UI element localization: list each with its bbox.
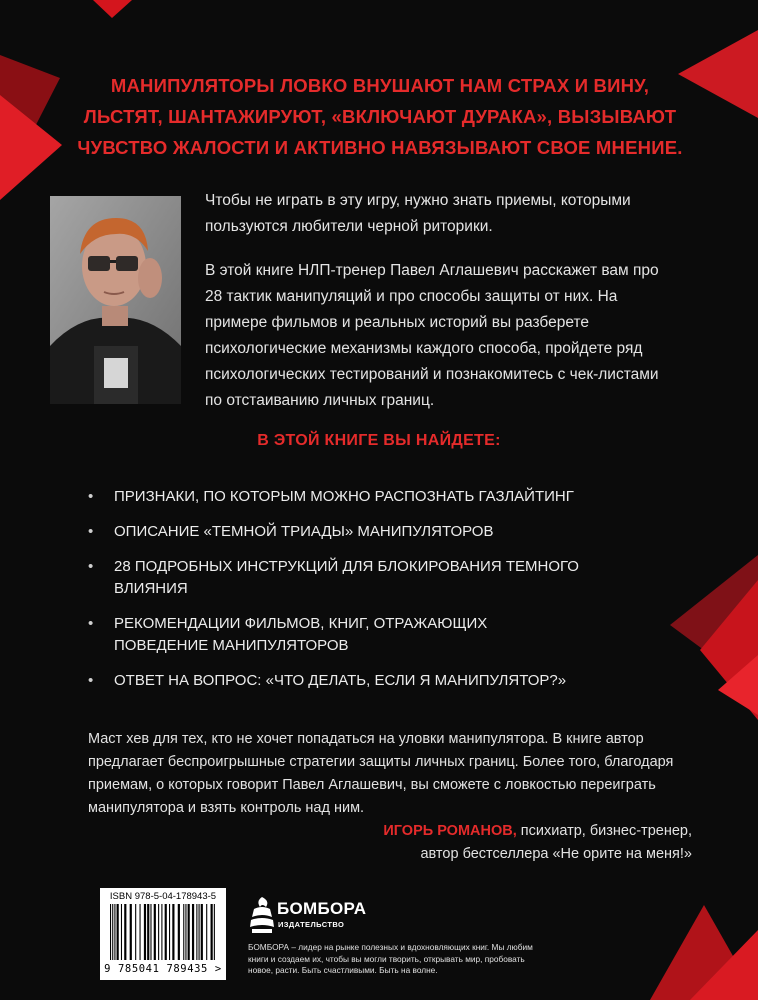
barcode-bar	[185, 904, 186, 960]
barcode	[100, 888, 226, 980]
barcode-bar	[144, 904, 146, 960]
features-title: В ЭТОЙ КНИГЕ ВЫ НАЙДЕТЕ:	[257, 432, 501, 449]
barcode-bar	[117, 904, 119, 960]
barcode-bar	[140, 904, 141, 960]
barcode-bar	[206, 904, 207, 960]
barcode-bar	[158, 904, 159, 960]
intro-paragraph-2: В этой книге НЛП-тренер Павел Аглашевич расскажет вам про 28 тактик манипуляций и про способы защиты от них. На примере фильмов и реальных историй вы разберете психологические механизмы каждого способа, пройдете ряд психологических тестирований и познакомитесь с чек-листами по отстаиванию личных границ.	[205, 262, 659, 409]
barcode-bar	[114, 904, 115, 960]
bullet-icon: •	[88, 488, 94, 505]
publisher-logo	[248, 893, 388, 937]
barcode-bar	[135, 904, 136, 960]
barcode-bar	[124, 904, 126, 960]
bullet-icon: •	[88, 523, 94, 540]
review-quote: Маст хев для тех, кто не хочет попадаться на уловки манипулятора. В книге автор предлагает беспроигрышные стратегии защиты личных границ. Более того, благодаря приемам, о которых говорит Павел Аглашевич, вы сможете с ловкостью переиграть манипулятора и взять контроль над ним.	[88, 731, 674, 816]
feature-text: ОТВЕТ НА ВОПРОС: «ЧТО ДЕЛАТЬ, ЕСЛИ Я МАНИПУЛЯТОР?»	[114, 672, 567, 689]
publisher-name: БОМБОРА	[277, 899, 367, 918]
reviewer-role: психиатр, бизнес-тренер,	[516, 823, 692, 839]
barcode-bar	[121, 904, 122, 960]
barcode-bar	[165, 904, 167, 960]
list-item	[88, 613, 534, 657]
review-signature	[300, 820, 692, 866]
features-list	[88, 486, 648, 705]
barcode-bar	[150, 904, 151, 960]
barcode-bar	[178, 904, 180, 960]
bullet-icon: •	[88, 558, 94, 575]
barcode-bar	[112, 904, 113, 960]
barcode-bar	[172, 904, 174, 960]
list-item	[88, 486, 648, 508]
barcode-bar	[183, 904, 184, 960]
list-item	[88, 556, 648, 600]
feature-text: 28 ПОДРОБНЫХ ИНСТРУКЦИЙ ДЛЯ БЛОКИРОВАНИЯ ТЕМНОГО ВЛИЯНИЯ	[114, 558, 579, 597]
barcode-bar	[196, 904, 197, 960]
triangle-top-left	[93, 0, 132, 18]
isbn-number: ISBN 978-5-04-178943-5	[109, 891, 217, 902]
list-item	[88, 670, 648, 692]
bullet-icon: •	[88, 615, 94, 632]
barcode-bar	[161, 904, 162, 960]
reviewer-credit: автор бестселлера «Не орите на меня!»	[420, 846, 692, 862]
author-photo	[50, 196, 181, 404]
reviewer-name: ИГОРЬ РОМАНОВ,	[383, 823, 517, 839]
barcode-bar	[199, 904, 200, 960]
publisher-subtitle: ИЗДАТЕЛЬСТВО	[278, 920, 345, 929]
intro-paragraph-1: Чтобы не играть в эту игру, нужно знать приемы, которыми пользуются любители черной риторики.	[205, 192, 631, 235]
headline: МАНИПУЛЯТОРЫ ЛОВКО ВНУШАЮТ НАМ СТРАХ И ВИНУ, ЛЬСТЯТ, ШАНТАЖИРУЮТ, «ВКЛЮЧАЮТ ДУРАКА», ВЫЗЫВАЮТ ЧУВСТВО ЖАЛОСТИ И АКТИВНО НАВЯЗЫВАЮТ СВОЕ МНЕНИЕ.	[77, 75, 683, 158]
feature-text: ПРИЗНАКИ, ПО КОТОРЫМ МОЖНО РАСПОЗНАТЬ ГАЗЛАЙТИНГ	[114, 488, 574, 505]
feature-text: ОПИСАНИЕ «ТЕМНОЙ ТРИАДЫ» МАНИПУЛЯТОРОВ	[114, 523, 494, 540]
list-item	[88, 521, 648, 543]
barcode-digits: 9 785041 789435 >	[104, 963, 222, 975]
barcode-bar	[169, 904, 170, 960]
bullet-icon: •	[88, 672, 94, 689]
barcode-bar	[154, 904, 156, 960]
feature-text: РЕКОМЕНДАЦИИ ФИЛЬМОВ, КНИГ, ОТРАЖАЮЩИХ ПОВЕДЕНИЕ МАНИПУЛЯТОРОВ	[114, 615, 488, 654]
barcode-bar	[201, 904, 203, 960]
triangle-upper-right	[678, 30, 758, 118]
barcode-bar	[192, 904, 194, 960]
barcode-bar	[147, 904, 149, 960]
barcode-bar	[214, 904, 215, 960]
publisher-slogan: БОМБОРА – лидер на рынке полезных и вдохновляющих книг. Мы любим книги и создаем их, чтобы вы могли творить, открывать мир, пробовать новое, расти. Быть счастливыми. Быть на волне.	[248, 942, 533, 975]
publisher-emblem-icon	[248, 895, 276, 935]
barcode-bar	[211, 904, 213, 960]
barcode-bar	[130, 904, 132, 960]
barcode-bar	[110, 904, 111, 960]
intro-text	[205, 188, 665, 432]
barcode-bar	[188, 904, 190, 960]
